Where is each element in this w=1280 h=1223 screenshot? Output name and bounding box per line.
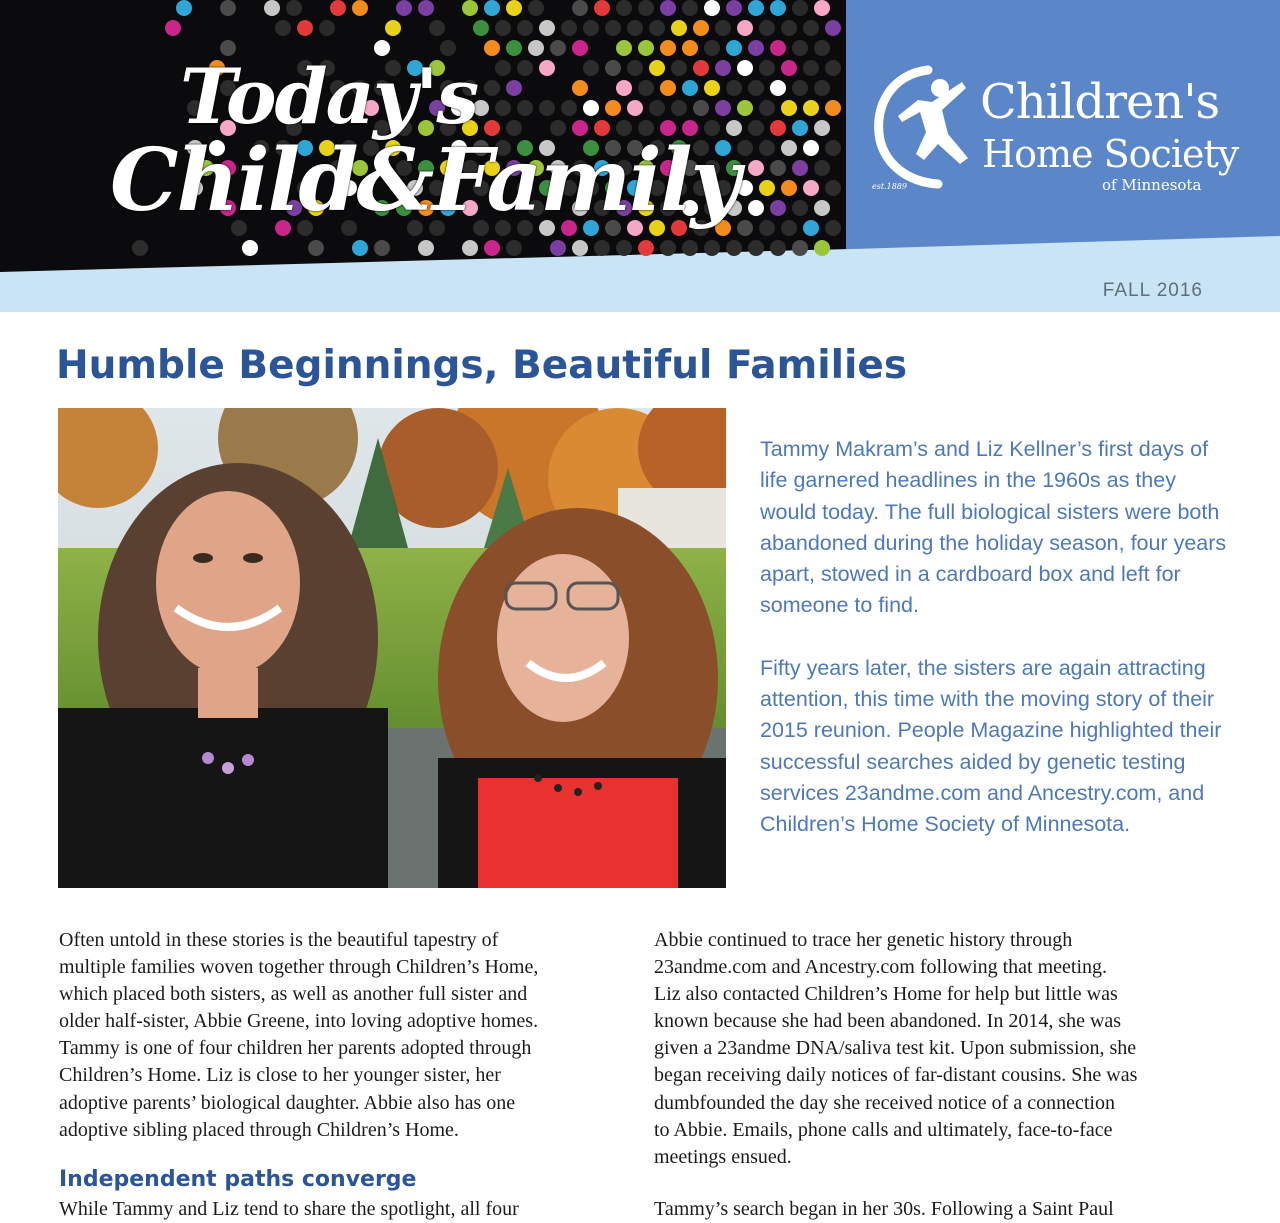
mosaic-dot [803, 180, 819, 196]
mosaic-dot [759, 100, 775, 116]
mosaic-dot [517, 20, 533, 36]
mosaic-dot [770, 240, 786, 256]
mosaic-dot [825, 60, 841, 76]
mosaic-dot [748, 200, 764, 216]
mosaic-dot [726, 0, 742, 16]
mosaic-dot [781, 180, 797, 196]
mosaic-dot [176, 0, 192, 16]
mosaic-dot [715, 60, 731, 76]
mosaic-dot [374, 240, 390, 256]
mosaic-dot [748, 0, 764, 16]
mosaic-dot [704, 0, 720, 16]
mosaic-dot [726, 240, 742, 256]
mosaic-dot [748, 120, 764, 136]
mosaic-dot [737, 60, 753, 76]
mosaic-dot [352, 240, 368, 256]
mosaic-dot [594, 240, 610, 256]
mosaic-dot [638, 240, 654, 256]
mosaic-dot [561, 20, 577, 36]
mosaic-dot [814, 240, 830, 256]
mosaic-dot [792, 0, 808, 16]
mosaic-dot [550, 240, 566, 256]
mosaic-dot [814, 200, 830, 216]
mosaic-dot [220, 0, 236, 16]
mosaic-dot [264, 0, 280, 16]
mosaic-dot [418, 0, 434, 16]
body-paragraph-left-2: While Tammy and Liz tend to share the spotlight, all four [59, 1198, 519, 1220]
newsletter-title [110, 52, 739, 242]
mosaic-dot [660, 240, 676, 256]
mosaic-dot [803, 60, 819, 76]
mosaic-dot [649, 20, 665, 36]
mosaic-dot [770, 40, 786, 56]
mosaic-dot [748, 80, 764, 96]
mosaic-dot [814, 40, 830, 56]
mosaic-dot [770, 80, 786, 96]
body-paragraph-right: Abbie continued to trace her genetic history through 23andme.com and Ancestry.com following that meeting. Liz also contacted Children’s Home for help but little was known because she had been abandoned. In 2014, she was given a 23andme DNA/saliva test kit. Upon submission, she began receiving daily notices of far-distant cousins. She was dumbfounded the day she received notice of a connection to Abbie. Emails, phone calls and ultimately, face-to-face meetings ensued. [654, 929, 1138, 1168]
mosaic-dot [770, 200, 786, 216]
mosaic-dot [638, 0, 654, 16]
mosaic-dot [715, 100, 731, 116]
body-column-left [59, 927, 619, 1144]
mosaic-dot [770, 120, 786, 136]
subheading: Independent paths converge [59, 1167, 417, 1192]
mosaic-dot [748, 40, 764, 56]
mosaic-dot [770, 160, 786, 176]
mosaic-dot [792, 80, 808, 96]
mosaic-dot [616, 0, 632, 16]
intro-paragraph-1: Tammy Makram’s and Liz Kellner’s first days of life garnered headlines in the 1960s as they would today. The full biological sisters were both abandoned during the holiday season, four years apart, stowed in a cardboard box and left for someone to find. [760, 437, 1227, 618]
mosaic-dot [803, 100, 819, 116]
leaping-figure-icon [868, 60, 978, 190]
org-logo [868, 60, 1248, 200]
mosaic-dot [330, 0, 346, 16]
mosaic-dot [759, 20, 775, 36]
mosaic-dot [429, 20, 445, 36]
mosaic-dot [682, 240, 698, 256]
mosaic-dot [242, 240, 258, 256]
mosaic-dot [572, 0, 588, 16]
mosaic-dot [660, 0, 676, 16]
mosaic-dot [165, 20, 181, 36]
mosaic-dot [671, 20, 687, 36]
title-line-1: Today's [180, 52, 478, 141]
mosaic-dot [803, 20, 819, 36]
mosaic-dot [286, 0, 302, 16]
mosaic-dot [737, 140, 753, 156]
mosaic-dot [352, 0, 368, 16]
mosaic-dot [814, 0, 830, 16]
mosaic-dot [396, 0, 412, 16]
mosaic-dot [495, 20, 511, 36]
mosaic-dot [737, 100, 753, 116]
mosaic-dot [484, 240, 500, 256]
org-name-line-1: Children's [980, 74, 1220, 130]
mosaic-dot [737, 180, 753, 196]
mosaic-dot [462, 0, 478, 16]
mosaic-dot [704, 240, 720, 256]
mosaic-dot [803, 140, 819, 156]
mosaic-dot [297, 20, 313, 36]
mosaic-dot [781, 140, 797, 156]
mosaic-dot [825, 140, 841, 156]
mosaic-dot [594, 0, 610, 16]
org-name-line-3: of Minnesota [1102, 176, 1202, 194]
mosaic-dot [418, 240, 434, 256]
article-intro [760, 434, 1230, 872]
mosaic-dot [759, 220, 775, 236]
mosaic-dot [132, 240, 148, 256]
mosaic-dot [528, 0, 544, 16]
mosaic-dot [275, 20, 291, 36]
mosaic-dot [781, 100, 797, 116]
mosaic-dot [627, 20, 643, 36]
mosaic-dot [748, 160, 764, 176]
mosaic-dot [726, 40, 742, 56]
mosaic-dot [792, 240, 808, 256]
mosaic-dot [308, 240, 324, 256]
mosaic-dot [693, 20, 709, 36]
mosaic-dot [814, 120, 830, 136]
mosaic-dot [814, 160, 830, 176]
mosaic-dot [759, 60, 775, 76]
body-paragraph-left: Often untold in these stories is the beautiful tapestry of multiple families woven together through Children’s Home, which placed both sisters, as well as another full sister and older half-sister, Abbie Greene, into loving adoptive homes. Tammy is one of four children her parents adopted through Children’s Home. Liz is close to her younger sister, her adoptive parents’ biological daughter. Abbie also has one adoptive sibling placed through Children’s Home. [59, 929, 539, 1141]
mosaic-dot [605, 20, 621, 36]
mosaic-dot [781, 60, 797, 76]
mosaic-dot [814, 80, 830, 96]
mosaic-dot [385, 20, 401, 36]
mosaic-dot [506, 0, 522, 16]
mosaic-dot [792, 200, 808, 216]
mosaic-dot [484, 0, 500, 16]
mosaic-dot [319, 20, 335, 36]
mosaic-dot [770, 0, 786, 16]
mosaic-dot [825, 100, 841, 116]
mosaic-dot [737, 20, 753, 36]
sisters-photo-illustration [58, 408, 726, 888]
mosaic-dot [825, 180, 841, 196]
title-line-2: Child&Family [110, 130, 739, 231]
org-established: est.1889 [872, 182, 907, 191]
intro-paragraph-2: Fifty years later, the sisters are again attracting attention, this time with the moving story of their 2015 reunion. People Magazine highlighted their successful searches aided by genetic testing services 23andme.com and Ancestry.com, and Children’s Home Society of Minnesota. [760, 655, 1222, 837]
mosaic-dot [759, 140, 775, 156]
mosaic-dot [781, 20, 797, 36]
mosaic-dot [616, 240, 632, 256]
sisters-photo [58, 408, 726, 888]
article-headline: Humble Beginnings, Beautiful Families [56, 343, 908, 388]
mosaic-dot [473, 20, 489, 36]
mosaic-dot [748, 240, 764, 256]
mosaic-dot [825, 220, 841, 236]
masthead [0, 0, 1280, 320]
mosaic-dot [539, 20, 555, 36]
mosaic-dot [682, 0, 698, 16]
mosaic-dot [792, 120, 808, 136]
mosaic-dot [825, 20, 841, 36]
body-paragraph-right-2: Tammy’s search began in her 30s. Following a Saint Paul [654, 1198, 1114, 1220]
mosaic-dot [781, 220, 797, 236]
mosaic-dot [572, 240, 588, 256]
issue-label: FALL 2016 [1102, 280, 1203, 301]
mosaic-dot [715, 20, 731, 36]
mosaic-dot [792, 160, 808, 176]
body-column-right [654, 927, 1214, 1171]
mosaic-dot [506, 240, 522, 256]
mosaic-dot [737, 220, 753, 236]
mosaic-dot [462, 240, 478, 256]
mosaic-dot [792, 40, 808, 56]
org-name-line-2: Home Society [982, 132, 1239, 176]
mosaic-dot [803, 220, 819, 236]
mosaic-dot [759, 180, 775, 196]
mosaic-dot [583, 20, 599, 36]
mosaic-dot [726, 80, 742, 96]
